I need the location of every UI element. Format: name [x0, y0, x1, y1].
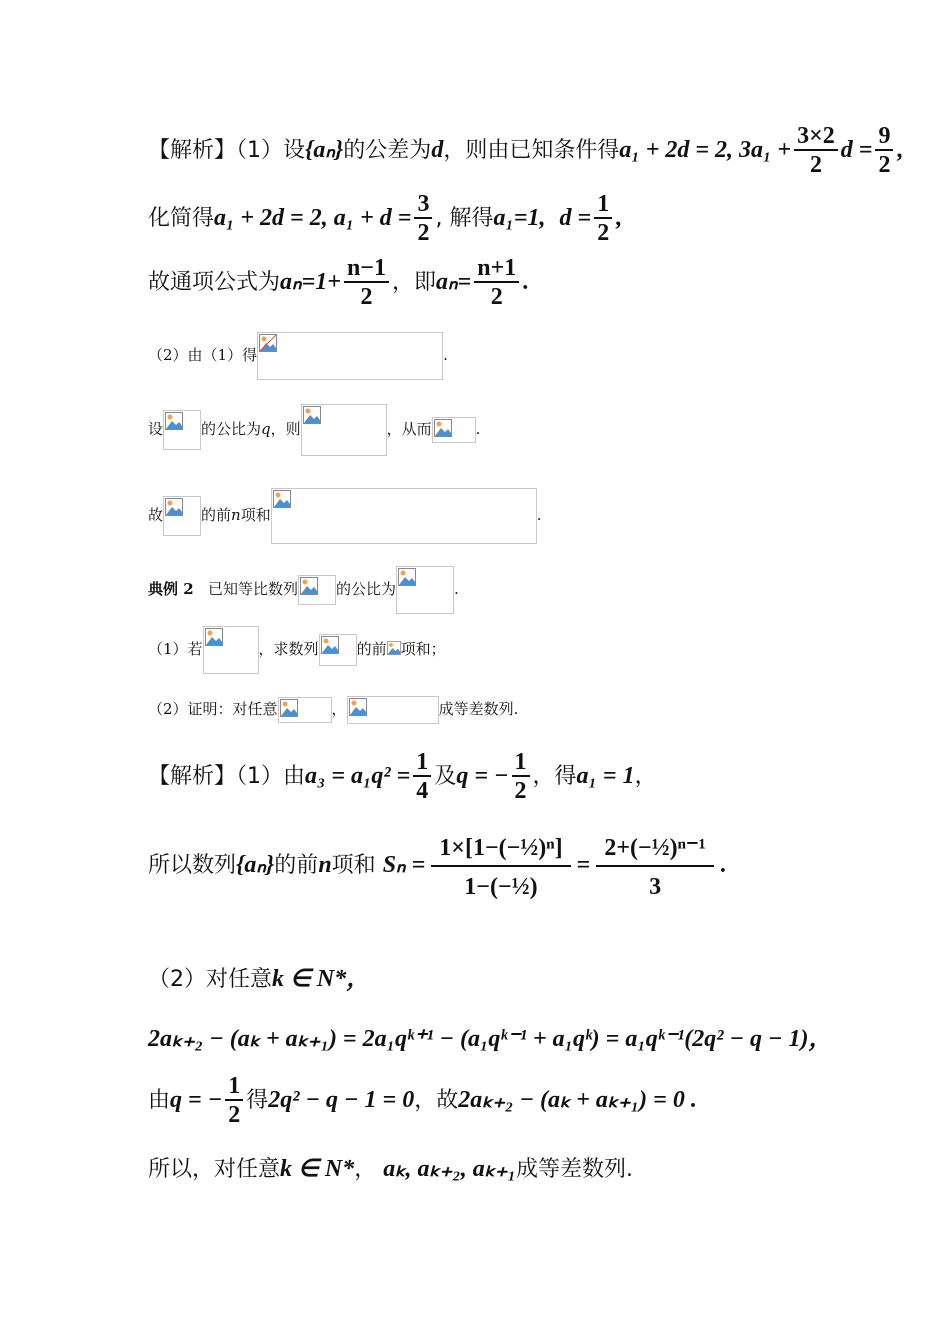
- text: ，从而: [386, 420, 432, 438]
- denominator: 3: [649, 874, 662, 901]
- equation: aₙ=1+: [280, 269, 341, 296]
- equation: 2aₖ₊₂ − (aₖ + aₖ₊₁) = 0 .: [458, 1087, 697, 1114]
- period: .: [443, 346, 448, 364]
- equation: aₖ, aₖ₊₂, aₖ₊₁: [383, 1156, 517, 1182]
- equation: a₁ + 2d = 2, 3a₁ +: [619, 137, 792, 164]
- denominator: 2: [360, 284, 373, 311]
- broken-image-icon: [205, 628, 223, 646]
- broken-image-icon: [321, 636, 339, 654]
- jiexi-label: 【解析】: [148, 764, 237, 790]
- text: 及: [434, 764, 457, 790]
- numerator: 9: [875, 124, 893, 151]
- formula-image: [163, 496, 201, 536]
- text: 得: [246, 1088, 269, 1114]
- example-title: 典例 2: [148, 580, 194, 598]
- solution2-line2: [148, 832, 726, 900]
- formula-image: [387, 641, 401, 659]
- numerator: 2+(−½)ⁿ⁻¹: [596, 832, 714, 867]
- numerator: 1: [512, 750, 530, 777]
- text: 项和: [331, 853, 376, 879]
- text: 设: [148, 420, 164, 438]
- text: ，则: [270, 420, 301, 438]
- seq-an: {aₙ}: [305, 137, 344, 164]
- equation: k ∈ N*，: [272, 966, 371, 992]
- fraction: [413, 750, 431, 804]
- fraction: [344, 256, 389, 310]
- broken-image-icon: [434, 419, 452, 437]
- text: 所以，对任意: [148, 1157, 281, 1182]
- solution1-line1: [148, 124, 902, 178]
- jiexi-label: 【解析】: [148, 138, 237, 164]
- text: ，故: [414, 1088, 459, 1114]
- fraction: [225, 1074, 243, 1128]
- text: 已知等比数列: [207, 580, 298, 598]
- solution1-line2: [148, 192, 621, 246]
- denominator: 2: [597, 220, 610, 247]
- equation: a₁ = 1: [576, 763, 635, 790]
- formula-image: [396, 566, 454, 614]
- equation: Sₙ =: [382, 852, 426, 879]
- denominator: 4: [416, 778, 429, 805]
- text: 的前: [274, 853, 319, 879]
- numerator: 3: [414, 192, 432, 219]
- text: 的公比为: [336, 580, 397, 598]
- text: 成等差数列.: [516, 1157, 634, 1182]
- part2-line1: [148, 332, 448, 380]
- text: 由: [148, 1088, 171, 1114]
- equation: a₁=1,: [493, 205, 546, 232]
- text: 项和: [240, 506, 271, 524]
- text: , 解得: [435, 206, 494, 232]
- fraction: [875, 124, 893, 178]
- fraction: [594, 192, 612, 246]
- broken-image-icon: [259, 334, 277, 352]
- example2-q1: [148, 626, 446, 674]
- broken-image-icon: [387, 641, 401, 655]
- fraction: [512, 750, 530, 804]
- formula-image: [298, 575, 336, 605]
- period: .: [536, 506, 542, 524]
- text: ，得: [532, 764, 577, 790]
- text: 故通项公式为: [148, 270, 281, 296]
- denominator: 2: [417, 220, 430, 247]
- equation: 2q² − q − 1 = 0: [268, 1087, 415, 1114]
- numerator: 1: [413, 750, 431, 777]
- equation: 2aₖ₊₂ − (aₖ + aₖ₊₁) = 2a₁qᵏ⁺¹ − (a₁qᵏ⁻¹ + a₁qᵏ) = a₁qᵏ⁻¹(2q² − q − 1)，: [148, 1026, 833, 1052]
- equation: d =: [559, 205, 592, 232]
- example2-statement: [148, 566, 459, 614]
- broken-image-icon: [165, 498, 183, 516]
- text: 项和；: [400, 640, 446, 658]
- formula-image: [301, 404, 387, 456]
- text: ，: [634, 764, 657, 790]
- formula-image: [257, 332, 443, 380]
- denominator: 1−(−½): [464, 874, 538, 901]
- text: ，则由已知条件得: [443, 138, 620, 164]
- numerator: n−1: [344, 256, 389, 283]
- period: .: [475, 420, 481, 438]
- fraction: [596, 832, 714, 900]
- broken-image-icon: [303, 406, 321, 424]
- formula-image: [319, 634, 357, 666]
- part-label: （1）设: [236, 138, 306, 164]
- denominator: 2: [809, 152, 822, 179]
- text: 故: [148, 506, 164, 524]
- comma: ,: [615, 205, 622, 232]
- formula-image: [278, 697, 332, 723]
- text: （2）由（1）得: [148, 346, 258, 364]
- part2-line3: [148, 488, 542, 544]
- text: ，: [331, 700, 347, 718]
- equation: k ∈ N*: [280, 1156, 355, 1182]
- formula-image: [347, 696, 439, 724]
- text: （2）证明：对任意: [148, 700, 278, 718]
- comma: ,: [896, 137, 903, 164]
- formula-image: [271, 488, 537, 544]
- solution2-line1: [148, 750, 657, 804]
- text: 的前: [356, 640, 387, 658]
- numerator: 1×[1−(−½)ⁿ]: [431, 832, 570, 867]
- denominator: 2: [228, 1102, 241, 1129]
- broken-image-icon: [165, 412, 183, 430]
- solution2-line5: [148, 1074, 697, 1128]
- text: ，即: [391, 270, 436, 296]
- formula-image: [163, 410, 201, 450]
- text: 的公差为: [343, 138, 432, 164]
- equation: q = −: [456, 763, 509, 790]
- text: ，: [354, 1157, 377, 1182]
- text: （1）若: [148, 640, 203, 658]
- formula-image: [432, 417, 476, 443]
- solution2-line4: [148, 1018, 833, 1053]
- fraction: [474, 256, 519, 310]
- broken-image-icon: [398, 568, 416, 586]
- equation: q = −: [170, 1087, 223, 1114]
- text: 所以数列: [148, 853, 237, 879]
- solution2-line3: [148, 958, 370, 993]
- fraction: [431, 832, 570, 900]
- period: .: [719, 852, 726, 879]
- formula-image: [203, 626, 259, 674]
- text: 的前: [201, 506, 232, 524]
- solution2-line6: [148, 1152, 633, 1183]
- seq-an: {aₙ}: [236, 852, 275, 879]
- text: ，求数列: [258, 640, 319, 658]
- numerator: n+1: [474, 256, 519, 283]
- var-d: d: [431, 137, 444, 164]
- equals: =: [576, 852, 591, 879]
- period: .: [522, 269, 529, 296]
- text: （2）对任意: [148, 967, 272, 992]
- broken-image-icon: [273, 490, 291, 508]
- equation: d =: [840, 137, 873, 164]
- text: 化简得: [148, 206, 215, 232]
- fraction: [794, 124, 838, 178]
- period: .: [454, 580, 459, 598]
- var-q: q: [261, 420, 271, 438]
- numerator: 1: [225, 1074, 243, 1101]
- part2-line2: [148, 404, 480, 456]
- text: 的公比为: [201, 420, 262, 438]
- numerator: 1: [594, 192, 612, 219]
- text: 成等差数列.: [438, 700, 519, 718]
- text: （1）由: [236, 764, 306, 790]
- equation: aₙ=: [435, 269, 472, 296]
- numerator: 3×2: [794, 124, 838, 151]
- broken-image-icon: [280, 699, 298, 717]
- solution1-line3: [148, 256, 528, 310]
- equation: a₃ = a₁q² =: [305, 763, 411, 790]
- broken-image-icon: [349, 698, 367, 716]
- example2-q2: [148, 696, 518, 724]
- equation: a₁ + 2d = 2, a₁ + d =: [214, 205, 412, 232]
- denominator: 2: [490, 284, 503, 311]
- var-n: n: [231, 506, 241, 524]
- broken-image-icon: [300, 577, 318, 595]
- denominator: 2: [514, 778, 527, 805]
- denominator: 2: [878, 152, 891, 179]
- fraction: [414, 192, 432, 246]
- var-n: n: [318, 852, 332, 879]
